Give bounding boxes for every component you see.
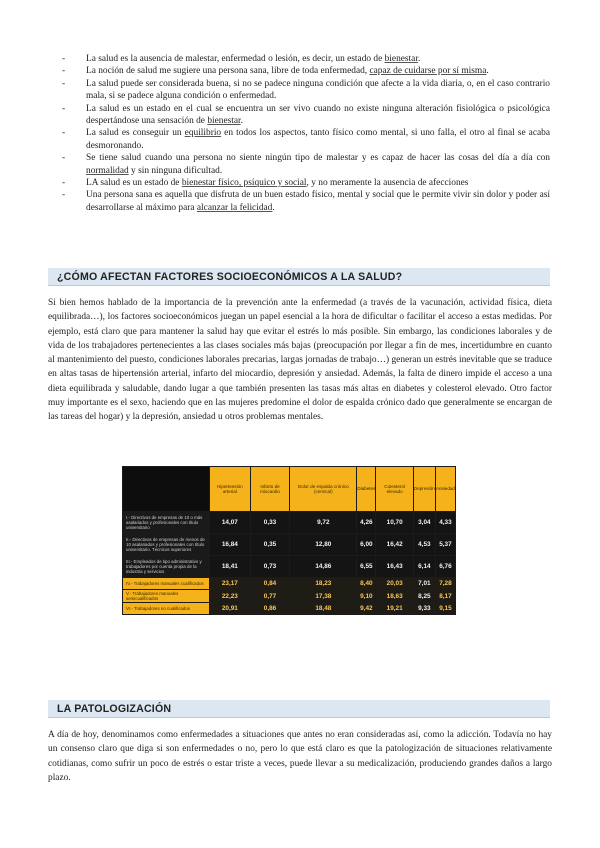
underlined-term: alcanzar la felicidad	[196, 202, 273, 213]
list-item-text: , y no meramente la ausencia de afecciones	[306, 178, 469, 189]
table-cell: 6,76	[435, 556, 455, 578]
table-cell: 8,17	[435, 590, 455, 603]
table-cell: 6,00	[357, 534, 376, 556]
underlined-term: equilibrio	[184, 128, 222, 139]
table-column-header: Infarto de miocardio	[250, 467, 290, 512]
table-cell: 0,77	[250, 590, 290, 603]
section-title-socioeconomic: ¿CÓMO AFECTAN FACTORES SOCIOECONÓMICOS A LA SALUD?	[57, 271, 403, 283]
list-item-text: .	[486, 66, 489, 77]
table-cell: 16,42	[376, 534, 413, 556]
list-item-text: La salud es conseguir un	[86, 128, 185, 139]
list-item-text: .	[272, 202, 275, 213]
table-row-label: IV.- Trabajadores manuales cualificados	[123, 578, 210, 590]
underlined-term: bienestar	[207, 116, 241, 127]
health-definitions-list	[60, 53, 550, 214]
section-header-socioeconomic	[48, 268, 550, 286]
table-column-header: Colesterol elevado	[376, 467, 413, 512]
list-item-text: .	[240, 116, 243, 127]
table-cell: 4,33	[435, 512, 455, 534]
table-row-label: I.- Directivos de empresas de 10 o más asalariados y profesionales con título universitario	[123, 512, 210, 534]
list-item	[60, 127, 550, 152]
health-by-social-class-table	[122, 466, 456, 613]
table-cell: 0,86	[250, 603, 290, 615]
table-cell: 19,21	[376, 603, 413, 615]
table-cell: 18,23	[290, 578, 357, 590]
table-cell: 8,25	[413, 590, 435, 603]
table-cell: 7,01	[413, 578, 435, 590]
table-cell: 9,10	[357, 590, 376, 603]
underlined-term: capaz de cuidarse por sí misma	[369, 66, 487, 77]
table-cell: 23,17	[210, 578, 251, 590]
table-row	[123, 603, 456, 615]
table-cell: 8,40	[357, 578, 376, 590]
table-cell: 17,38	[290, 590, 357, 603]
data-table	[122, 466, 456, 615]
table-cell: 9,15	[435, 603, 455, 615]
list-item-text: Se tiene salud cuando una persona no siente ningún tipo de malestar y es capaz de hacer las cosas del día a día con	[86, 153, 550, 164]
table-row	[123, 590, 456, 603]
paragraph-socioeconomic: Si bien hemos hablado de la importancia de la prevención ante la enfermedad (a través de la vacunación, actividad física, dieta equilibrada…), los factores socioeconómicos juegan un papel esencial a la hora de dificultar o facilitar el acceso a estas medidas. Por ejemplo, está claro que para mantener la salud hay que evitar el estrés lo más posible. Sin embargo, las condiciones laborales y de vida de los trabajadores pertenecientes a las clases sociales más bajas (preocupación por llegar a fin de mes, incertidumbre en cuanto al mantenimiento del puesto, condiciones laborales precarias, largas jornadas de trabajo…) generan un estrés inevitable que se traduce en altas tasas de hipertensión arterial, infarto del miocardio, depresión y ansiedad. Además, la falta de dinero impide el acceso a una dieta equilibrada y saludable, dando lugar a que también presenten las tasas más altas en diabetes y colesterol elevado. Otro factor muy importante es el sexo, haciendo que en las mujeres predomine el dolor de espalda crónico dado que generalmente se encargan de las tareas del hogar) y la depresión, ansiedad u otros problemas mentales.	[48, 298, 552, 423]
table-row	[123, 556, 456, 578]
section-header-pathologization	[48, 700, 550, 718]
table-column-header: Ansiedad	[435, 467, 455, 512]
list-item	[60, 177, 550, 189]
section-title-pathologization: LA PATOLOGIZACIÓN	[57, 703, 172, 715]
table-cell: 0,84	[250, 578, 290, 590]
table-row	[123, 512, 456, 534]
table-cell: 6,14	[413, 556, 435, 578]
table-cell: 0,73	[250, 556, 290, 578]
table-cell: 16,43	[376, 556, 413, 578]
table-column-header: Hipertensión arterial	[210, 467, 251, 512]
paragraph-pathologization: A día de hoy, denominamos como enfermedades a situaciones que antes no eran consideradas así, como la adicción. Todavía no hay un consenso claro que diga si son enfermedades o no, pero lo que está claro es que la patologización de situaciones relativamente cotidianas, como sufrir un poco de estrés o estar triste a veces, puede llevar a su medicalización, produciendo grandes daños a largo plazo.	[48, 730, 552, 783]
list-item-text: Una persona sana es aquella que disfruta de un buen estado físico, mental y social que le permite vivir sin dolor y poder así desarrollarse al máximo para	[86, 190, 550, 213]
list-item-text: La salud es la ausencia de malestar, enfermedad o lesión, es decir, un estado de	[86, 54, 385, 64]
table-cell: 0,35	[250, 534, 290, 556]
list-item-text: LA salud es un estado de	[86, 178, 182, 189]
list-item-text: La salud es un estado en el cual se encuentra un ser vivo cuando no existe ninguna alteración fisiológica o psicológica despertándose una sensación de	[86, 103, 550, 127]
table-cell: 3,04	[413, 512, 435, 534]
underlined-term: bienestar físico, psíquico y social	[181, 178, 307, 189]
table-corner-cell	[123, 467, 210, 512]
table-cell: 18,48	[290, 603, 357, 615]
list-item-text: .	[417, 54, 421, 64]
table-cell: 4,53	[413, 534, 435, 556]
list-item	[60, 78, 550, 103]
table-cell: 9,33	[413, 603, 435, 615]
table-cell: 9,72	[290, 512, 357, 534]
list-item-text: en todos los aspectos, tanto físico como mental, si uno falla, el otro al final se acaba desmoronando.	[86, 128, 551, 151]
table-row-label: II.- Directivos de empresas de menos de 10 asalariados y profesionales con título universitario. Técnicos superiores	[123, 534, 210, 556]
table-cell: 0,33	[250, 512, 290, 534]
table-row-label: VI.- Trabajadores no cualificados	[123, 603, 210, 615]
table-cell: 18,41	[210, 556, 251, 578]
table-cell: 4,26	[357, 512, 376, 534]
table-cell: 10,70	[376, 512, 413, 534]
table-cell: 20,91	[210, 603, 251, 615]
list-item	[60, 65, 550, 77]
list-item-text: y sin ninguna dificultad.	[128, 165, 223, 176]
list-item	[60, 189, 550, 214]
table-cell: 16,84	[210, 534, 251, 556]
table-cell: 7,28	[435, 578, 455, 590]
underlined-term: bienestar	[384, 54, 418, 64]
table-cell: 5,37	[435, 534, 455, 556]
table-row-label: V.- Trabajadores manuales semicualificados	[123, 590, 210, 603]
table-cell: 9,42	[357, 603, 376, 615]
table-header-row	[123, 467, 456, 512]
table-cell: 6,55	[357, 556, 376, 578]
table-column-header: Diabetes	[357, 467, 376, 512]
list-item	[60, 152, 550, 177]
list-item-text: La salud puede ser considerada buena, si no se padece ninguna condición que afecte a la vida diaria, o, en el caso contrario mala, si se padece alguna condición o enfermedad.	[86, 78, 550, 102]
list-item	[60, 103, 550, 128]
underlined-term: normalidad	[86, 165, 129, 176]
table-cell: 20,03	[376, 578, 413, 590]
table-cell: 14,86	[290, 556, 357, 578]
table-row	[123, 578, 456, 590]
table-cell: 14,07	[210, 512, 251, 534]
table-cell: 18,63	[376, 590, 413, 603]
table-cell: 12,80	[290, 534, 357, 556]
table-row	[123, 534, 456, 556]
table-row-label: III.- Empleados de tipo administrativo y trabajadores por cuenta propia de la industria y servicios	[123, 556, 210, 578]
list-item	[60, 53, 550, 65]
list-item-text: La noción de salud me sugiere una persona sana, libre de toda enfermedad,	[86, 66, 370, 77]
table-column-header: Dolor de espalda crónico (cervical)	[290, 467, 357, 512]
table-column-header: Depresión	[413, 467, 435, 512]
table-cell: 22,23	[210, 590, 251, 603]
